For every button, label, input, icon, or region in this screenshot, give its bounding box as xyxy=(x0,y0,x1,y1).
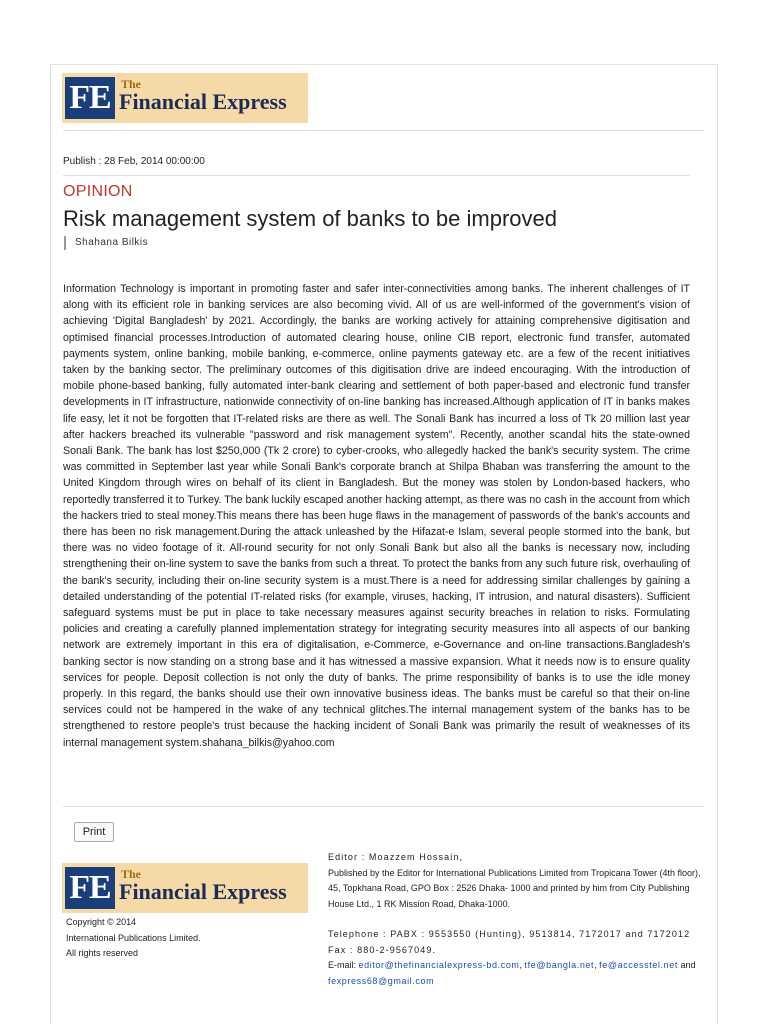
footer-logo[interactable] xyxy=(62,863,308,913)
email-label: E-mail: xyxy=(328,960,359,970)
footer-logo-wordmark xyxy=(119,867,305,909)
footer-logo-the: The xyxy=(121,867,142,881)
email-link-gmail[interactable]: fexpress68@gmail.com xyxy=(328,975,435,986)
logo-wordmark xyxy=(119,77,305,119)
telephone-info: Telephone : PABX : 9553550 (Hunting), 9513814, 7172017 and 7172012 Fax : 880-2-9567049. xyxy=(328,929,691,955)
footer-logo-mark: FE xyxy=(65,867,115,909)
email-link-editor[interactable]: editor@thefinancialexpress-bd.com xyxy=(358,960,520,970)
editor-info xyxy=(328,850,706,989)
footer-divider xyxy=(63,806,704,807)
publisher-info: Published by the Editor for International Publications Limited from Tropicana Tower (4th floor), 45, Topkhana Road, GPO Box : 2526 Dhaka- 1000 and printed by him from City Publishing House Ltd., 1 RK Mission Road, Dhaka-1000. xyxy=(328,867,701,909)
header-divider xyxy=(63,130,704,131)
print-button[interactable]: Print xyxy=(74,822,114,842)
email-link-accesstel[interactable]: fe@accesstel.net xyxy=(599,960,678,970)
section-label[interactable]: OPINION xyxy=(63,183,133,200)
logo-the: The xyxy=(121,77,142,91)
article-title: Risk management system of banks to be improved xyxy=(63,206,558,231)
site-logo[interactable] xyxy=(62,73,308,123)
email-and: and xyxy=(677,960,696,970)
article-body: Information Technology is important in promoting faster and safer inter-connectivities among banks. The inherent challenges of IT along with its efficient role in banking services are also becoming vivid. All of us are well-informed of the government's vision of achieving 'Digital Bangladesh' by 2021. Accordingly, the banks are working actively for attaining comprehensive digitisation and optimised financial processes.Introduction of automated clearing house, online CIB report, electronic fund transfer, automated payments system, online banking, mobile banking, e-commerce, online payments gateway etc. are a few of the recent initiatives taken by the banking sector. The preliminary outcomes of this digitisation drive are indeed encouraging. With the introduction of mobile phone-based banking, fully automated inter-bank clearing and settlement of both paper-based and electronic fund transfer developments in IT infrastructure, nationwide connectivity of on-line banking has increased.Although application of IT in banks makes life easy, let it not be forgotten that IT-related risks are there as well. The Sonali Bank has incurred a loss of Tk 20 million last year after hackers breached its vulnerable "password and risk management system". Recently, another scandal hits the state-owned Sonali Bank. The bank has lost $250,000 (Tk 2 crore) to cyber-crooks, who allegedly hacked the bank's security system. The crime was committed in September last year while Sonali Bank's corporate branch at Shilpa Bhaban was transferring the amount to the United Kingdom through wires on behalf of its client in Bangladesh. But the money was stolen by London-based hackers, who reportedly transferred it to Turkey. The bank luckily escaped another hacking attempt, as there was no cash in the account from which the hackers tried to steal money.This means there has been huge flaws in the management of passwords of the bank's accounts and there has been no risk management.During the attack unleashed by the Hifazat-e Islam, several people stormed into the bank, but there was no video footage of it. All-round security for not only Sonali Bank but also all the banks is necessary now, including strengthening their on-line system to save the banks from such a threat. To protect the banks from any such future risk, overhauling of the bank's security, including their on-line security system is a must.There is a need for addressing similar challenges by gaining a detailed understanding of the potential IT-related risks (for example, viruses, hacking, IT intrusion, and natural disasters). Sufficient safeguard systems must be put in place to take necessary measures against security breaches in relation to risks. Formulating policies and creating a carefully planned implementation strategy for integrating security measures into all aspects of our banking network are extremely important in this era of digitalisation, e-Commerce, e-Governance and on-line transactions.Bangladesh's banking sector is now standing on a strong base and it has witnessed a massive expansion. What it needs now is to ensure quality services for people. Deposit collection is not only the duty of banks. The prime responsibility of banks is to use the idle money properly. In this regard, the banks should use their own innovative business ideas. The banks must be careful so that their on-line services could not be hampered in the wake of any technical glitches.The internal management system of the banks has to be strengthened to restore people's trust because the hacking incident of Sonali Bank was primarily the result of weaknesses of its internal management system.shahana_bilkis@yahoo.com xyxy=(63,283,690,749)
meta-divider xyxy=(63,175,690,176)
footer-logo-name: Financial Express xyxy=(119,879,287,904)
editor-name: Editor : Moazzem Hossain, xyxy=(328,852,464,862)
copyright-company: International Publications Limited. xyxy=(66,932,201,943)
logo-mark: FE xyxy=(65,77,115,119)
copyright-rights: All rights reserved xyxy=(66,948,139,958)
copyright-line: Copyright © 2014 xyxy=(66,917,137,927)
email-link-tfe[interactable]: tfe@bangla.net xyxy=(524,960,595,970)
email-info: E-mail: editor@thefinancialexpress-bd.com, tfe@bangla.net, fe@accesstel.net and fexpress68@gmail.com xyxy=(328,960,696,986)
logo-name: Financial Express xyxy=(119,89,287,114)
copyright-block xyxy=(66,915,201,962)
publish-date: Publish : 28 Feb, 2014 00:00:00 xyxy=(63,156,205,167)
article-author: Shahana Bilkis xyxy=(64,236,148,250)
